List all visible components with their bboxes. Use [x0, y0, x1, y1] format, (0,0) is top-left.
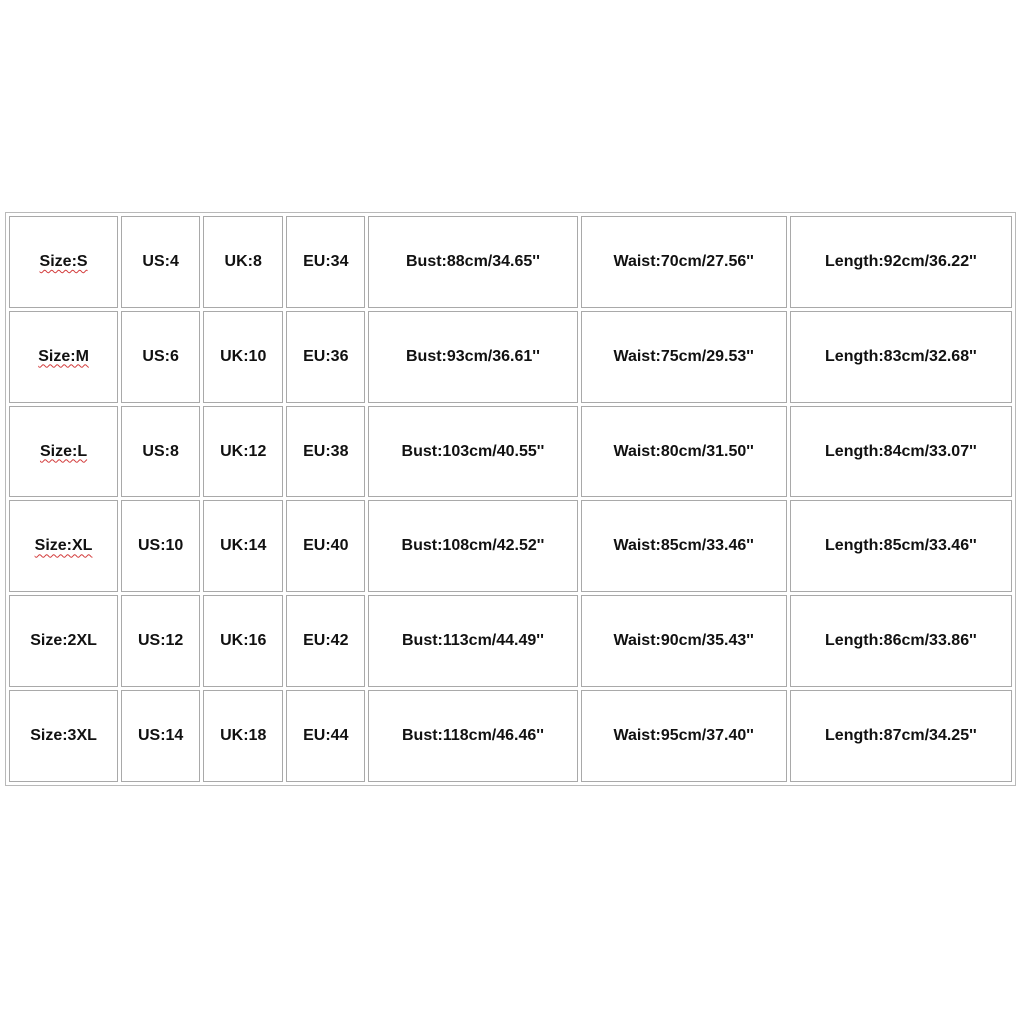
uk-size-cell: UK:14 — [203, 500, 283, 592]
us-size-cell: US:8 — [121, 406, 200, 498]
us-size-cell: US:12 — [121, 595, 200, 687]
table-row — [9, 595, 1012, 687]
table-row — [9, 216, 1012, 308]
eu-size-cell: EU:36 — [286, 311, 365, 403]
waist-cell: Waist:70cm/27.56'' — [581, 216, 787, 308]
length-cell: Length:84cm/33.07'' — [790, 406, 1012, 498]
us-size-cell: US:14 — [121, 690, 200, 782]
uk-size-cell: UK:16 — [203, 595, 283, 687]
size-cell: Size:XL — [9, 500, 118, 592]
length-cell: Length:86cm/33.86'' — [790, 595, 1012, 687]
waist-cell: Waist:95cm/37.40'' — [581, 690, 787, 782]
waist-cell: Waist:80cm/31.50'' — [581, 406, 787, 498]
waist-cell: Waist:75cm/29.53'' — [581, 311, 787, 403]
waist-cell: Waist:85cm/33.46'' — [581, 500, 787, 592]
eu-size-cell: EU:42 — [286, 595, 365, 687]
length-cell: Length:83cm/32.68'' — [790, 311, 1012, 403]
bust-cell: Bust:93cm/36.61'' — [368, 311, 577, 403]
bust-cell: Bust:103cm/40.55'' — [368, 406, 577, 498]
size-cell: Size:3XL — [9, 690, 118, 782]
uk-size-cell: UK:8 — [203, 216, 283, 308]
uk-size-cell: UK:18 — [203, 690, 283, 782]
table-row — [9, 406, 1012, 498]
size-cell: Size:S — [9, 216, 118, 308]
length-cell: Length:87cm/34.25'' — [790, 690, 1012, 782]
waist-cell: Waist:90cm/35.43'' — [581, 595, 787, 687]
uk-size-cell: UK:10 — [203, 311, 283, 403]
size-cell: Size:L — [9, 406, 118, 498]
table-row — [9, 500, 1012, 592]
uk-size-cell: UK:12 — [203, 406, 283, 498]
size-cell: Size:M — [9, 311, 118, 403]
length-cell: Length:85cm/33.46'' — [790, 500, 1012, 592]
bust-cell: Bust:113cm/44.49'' — [368, 595, 577, 687]
us-size-cell: US:4 — [121, 216, 200, 308]
size-cell: Size:2XL — [9, 595, 118, 687]
table-row — [9, 311, 1012, 403]
eu-size-cell: EU:34 — [286, 216, 365, 308]
eu-size-cell: EU:38 — [286, 406, 365, 498]
bust-cell: Bust:118cm/46.46'' — [368, 690, 577, 782]
length-cell: Length:92cm/36.22'' — [790, 216, 1012, 308]
eu-size-cell: EU:44 — [286, 690, 365, 782]
us-size-cell: US:6 — [121, 311, 200, 403]
bust-cell: Bust:88cm/34.65'' — [368, 216, 577, 308]
eu-size-cell: EU:40 — [286, 500, 365, 592]
us-size-cell: US:10 — [121, 500, 200, 592]
bust-cell: Bust:108cm/42.52'' — [368, 500, 577, 592]
size-chart-table — [5, 212, 1016, 786]
table-row — [9, 690, 1012, 782]
